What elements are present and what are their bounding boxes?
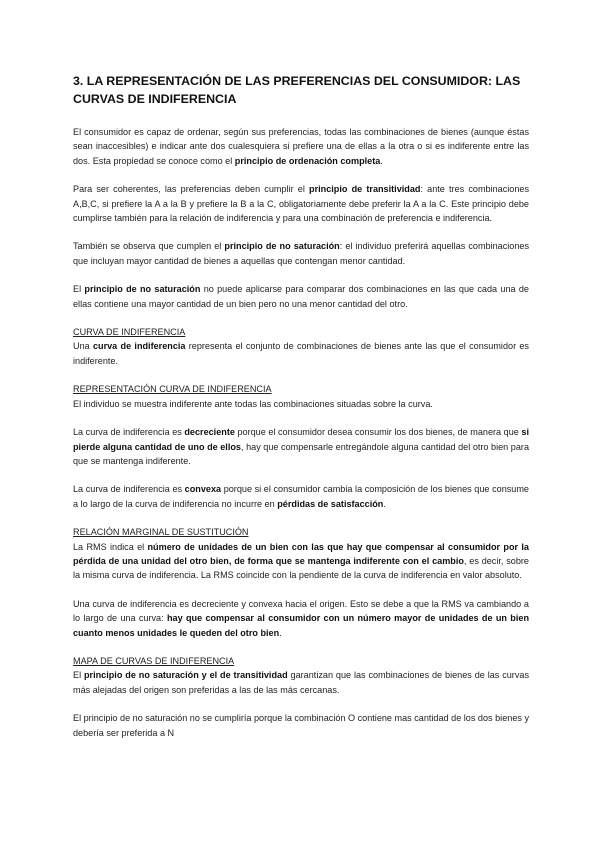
paragraph-representacion: El individuo se muestra indiferente ante todas las combinaciones situadas sobre la curva. [73, 398, 433, 409]
bold-term: si pierde alguna cantidad de uno de ellos [73, 427, 529, 452]
section-title: 3. LA REPRESENTACIÓN DE LAS PREFERENCIAS DEL CONSUMIDOR: LAS CURVAS DE INDIFERENCIA [73, 74, 521, 106]
text-run: La RMS indica el [73, 541, 148, 552]
text-run: La curva de indiferencia es [73, 484, 185, 495]
paragraph-convexa [73, 482, 529, 511]
paragraph-ordenacion [73, 125, 529, 168]
paragraph-no-saturacion [73, 239, 529, 268]
document-content [73, 72, 529, 754]
text-run: no puede aplicarse para comparar dos combinaciones en las que cada una de ellas contiene una mayor cantidad de un bien pero no una menor cantidad del otro. [73, 284, 529, 309]
bold-term: principio de no saturación y el de transitividad [83, 670, 288, 681]
text-run: El [73, 670, 84, 681]
paragraph-rms [73, 540, 529, 583]
bold-term: hay que compensar al consumidor con un número mayor de unidades de un bien cuanto menos unidades le queden del otro bien [73, 613, 529, 638]
text-run: : ante tres combinaciones A,B,C, si prefiere la A a la B y prefiere la B a la C, obligatoriamente debe preferir la A a la C. Este principio debe cumplirse también para la relación de indiferencia y para una combinación de preferencia e indiferencia. [73, 184, 529, 224]
text-run: garantizan que las combinaciones de bienes de las curvas más alejadas del origen son preferidas a las de las más cercanas. [73, 670, 529, 695]
text-run: : el individuo preferirá aquellas combinaciones que incluyan mayor cantidad de bienes a aquellas que contengan menor cantidad. [73, 241, 529, 266]
paragraph-no-saturacion-limite [73, 282, 529, 311]
text-run: Una curva de indiferencia es decreciente y convexa hacia el origen. Esto se debe a que la RMS va cambiando a lo largo de una curva: [73, 598, 529, 624]
text-run: Para ser coherentes, las preferencias deben cumplir el [73, 184, 310, 195]
bold-term: principio de no saturación [84, 284, 201, 295]
text-run: El [73, 284, 85, 295]
text-run: porque el consumidor desea consumir los dos bienes, de manera que [234, 427, 522, 438]
bold-term: curva de indiferencia [92, 341, 186, 352]
bold-term: pérdidas de satisfacción [277, 498, 384, 509]
paragraph-curva-definicion [73, 339, 529, 368]
bold-term: convexa [184, 484, 222, 495]
paragraph-transitividad [73, 182, 529, 225]
text-run: La curva de indiferencia es [73, 427, 185, 438]
paragraph-mapa [73, 668, 529, 697]
paragraph-decreciente [73, 425, 529, 468]
text-run: . [380, 155, 383, 166]
bold-term: principio de transitividad [309, 184, 421, 195]
bold-term: número de unidades de un bien con las que hay que compensar al consumidor por la pérdida de una unidad del otro bien, de forma que se mantenga indiferente con el cambio [73, 541, 529, 566]
text-run: También se observa que cumplen el [73, 241, 225, 252]
bold-term: decreciente [184, 427, 235, 438]
bold-term: principio de no saturación [224, 241, 340, 252]
text-run: representa el conjunto de combinaciones de bienes ante las que el consumidor es indiferente. [73, 341, 529, 366]
text-run: , es decir, sobre la misma curva de indiferencia. La RMS coincide con la pendiente de la curva de indiferencia en valor absoluto. [73, 555, 529, 581]
subheading-representacion: REPRESENTACIÓN CURVA DE INDIFERENCIA [73, 384, 272, 395]
subheading-curva-indiferencia: CURVA DE INDIFERENCIA [73, 327, 186, 338]
text-run: El consumidor es capaz de ordenar, según sus preferencias, todas las combinaciones de bienes (aunque éstas sean inaccesibles) e indicar ante dos cualesquiera si prefiere una de ellas a la otra o si es indiferente entre las dos. Esta propiedad se conoce como el [73, 127, 529, 166]
text-run: . [279, 627, 282, 638]
text-run: Una [73, 341, 93, 352]
text-run: porque si el consumidor cambia la composición de los bienes que consume a lo largo de la curva de indiferencia no incurre en [73, 484, 529, 509]
bold-term: principio de ordenación completa [234, 155, 381, 166]
paragraph-mapa-ejemplo: El principio de no saturación no se cumpliría porque la combinación O contiene mas cantidad de los dos bienes y debería ser preferida a N [73, 713, 529, 738]
subheading-mapa: MAPA DE CURVAS DE INDIFERENCIA [73, 655, 235, 666]
paragraph-rms-convexa [73, 597, 529, 640]
text-run: , hay que compensarle entregándole alguna cantidad del otro bien para que se mantenga indiferente. [73, 441, 530, 466]
text-run: . [383, 498, 386, 509]
subheading-rms: RELACIÓN MARGINAL DE SUSTITUCIÓN [73, 527, 249, 538]
